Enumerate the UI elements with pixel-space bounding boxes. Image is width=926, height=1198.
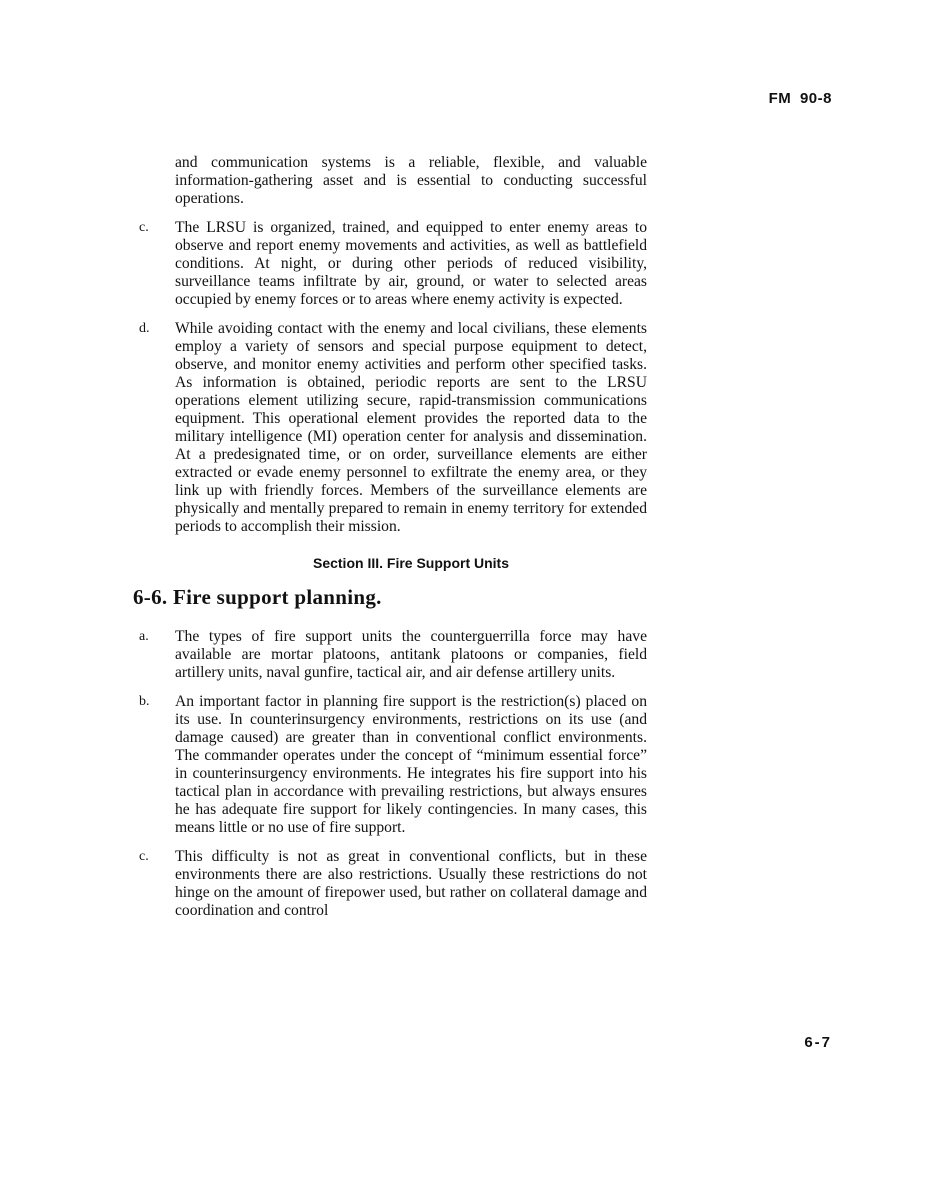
paragraph-letter: a. bbox=[139, 629, 149, 644]
paragraph-a bbox=[135, 628, 647, 682]
paragraph-text: The LRSU is organized, trained, and equipped to enter enemy areas to observe and report enemy movements and activities, as well as battlefield conditions. At night, or during other periods of reduced visibility, surveillance teams infiltrate by air, ground, or water to selected areas occupied by enemy forces or to areas where enemy activity is expected. bbox=[175, 219, 647, 308]
paragraph-letter: c. bbox=[139, 220, 149, 235]
paragraph-d bbox=[135, 320, 647, 536]
paragraph-text: The types of fire support units the counterguerrilla force may have available are mortar platoons, antitank platoons or companies, field artillery units, naval gunfire, tactical air, and air defense artillery units. bbox=[175, 628, 647, 681]
paragraph-text: An important factor in planning fire support is the restriction(s) placed on its use. In counterinsurgency environments, restrictions on its use (and damage caused) are greater than in conventional conflict environments. The commander operates under the concept of “minimum essential force” in counterinsurgency environments. He integrates his fire support into his tactical plan in accordance with prevailing restrictions, but always ensures he has adequate fire support for likely contingencies. In many cases, this means little or no use of fire support. bbox=[175, 693, 647, 836]
subsection-heading: 6-6. Fire support planning. bbox=[133, 585, 382, 609]
paragraph-letter: b. bbox=[139, 694, 150, 709]
paragraph-text: While avoiding contact with the enemy and local civilians, these elements employ a variety of sensors and special purpose equipment to detect, observe, and monitor enemy activities and perform other specified tasks. As information is obtained, periodic reports are sent to the LRSU operations element utilizing secure, rapid-transmission communications equipment. This operational element provides the reported data to the military intelligence (MI) operation center for analysis and dissemination. At a predesignated time, or on order, surveillance elements are either extracted or evade enemy personnel to exfiltrate the enemy area, or they link up with friendly forces. Members of the surveillance elements are physically and mentally prepared to remain in enemy territory for extended periods to accomplish their mission. bbox=[175, 320, 647, 535]
page-number: 6-7 bbox=[804, 1034, 832, 1051]
section-heading: Section III. Fire Support Units bbox=[312, 555, 509, 571]
document-code: FM 90-8 bbox=[768, 90, 832, 107]
paragraph-c bbox=[135, 219, 647, 309]
paragraph-letter: d. bbox=[139, 321, 150, 336]
paragraph-text: and communication systems is a reliable, flexible, and valuable information-gathering asset and is essential to conducting successful operations. bbox=[175, 154, 647, 207]
paragraph-b bbox=[135, 693, 647, 837]
paragraph-continuation bbox=[135, 154, 647, 208]
paragraph-letter: c. bbox=[139, 849, 149, 864]
paragraph-c-fire bbox=[135, 848, 647, 920]
paragraph-text: This difficulty is not as great in conventional conflicts, but in these environments there are also restrictions. Usually these restrictions do not hinge on the amount of firepower used, but rather on collateral damage and coordination and control bbox=[175, 848, 647, 919]
page-body bbox=[135, 154, 647, 931]
